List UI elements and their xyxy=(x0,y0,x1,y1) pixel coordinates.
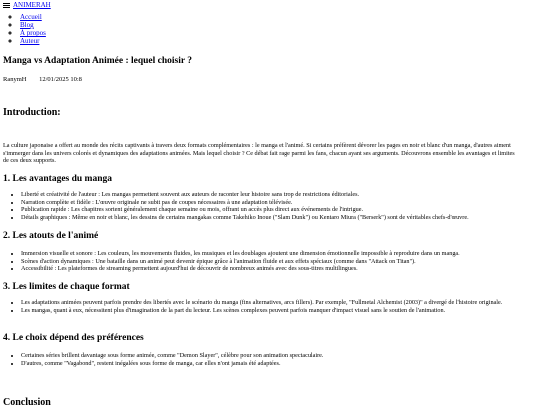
nav-link-blog[interactable]: Blog xyxy=(20,21,34,29)
list-item: • Immersion visuelle et sonore : Les couleurs, les mouvements fluides, les musiques et les doublages ajoutent une dimension émotionnelle impossible à reproduire dans un manga. xyxy=(21,250,521,258)
list-item: • Narration complète et fidèle : L'œuvre originale ne subit pas de coupes nécessaires à une adaptation télévisée. xyxy=(21,199,521,207)
main-nav xyxy=(3,13,46,45)
section-list-2 xyxy=(3,250,521,273)
nav-item-a-propos xyxy=(20,29,46,37)
list-item: • Certaines séries brillent davantage sous forme animée, comme "Demon Slayer", célèbre pour son animation spectaculaire. xyxy=(21,352,521,360)
article-meta xyxy=(3,76,93,83)
list-item: • Les mangas, quant à eux, nécessitent plus d'imagination de la part du lecteur. Les scènes complexes peuvent parfois manquer d'impact visuel sans le soutien de l'animation. xyxy=(21,307,521,315)
section-heading-2: 2. Les atouts de l'animé xyxy=(3,231,99,241)
section-list-1 xyxy=(3,191,521,221)
article-date: 12/01/2025 10:8 xyxy=(39,76,82,83)
list-item: • Détails graphiques : Même en noir et blanc, les dessins de certains mangakas comme Takehiko Inoue ("Slam Dunk") ou Kentaro Miura ("Berserk") sont de véritables chefs-d'œuvre. xyxy=(21,214,521,222)
nav-item-accueil xyxy=(20,13,46,21)
article-title: Manga vs Adaptation Animée : lequel choisir ? xyxy=(3,56,193,66)
menu-icon[interactable] xyxy=(3,3,10,8)
nav-link-auteur[interactable]: Auteur xyxy=(20,37,40,45)
list-item: • Les adaptations animées peuvent parfois prendre des libertés avec le scénario du manga (fins alternatives, arcs fillers). Par exemple, "Fullmetal Alchemist (2003)" a divergé de l'histoire originale. xyxy=(21,299,521,307)
nav-item-blog xyxy=(20,21,46,29)
nav-item-auteur xyxy=(20,37,46,45)
list-item: • Scènes d'action dynamiques : Une bataille dans un animé peut devenir épique grâce à l'animation fluide et aux effets spéciaux (comme dans "Attack on Titan"). xyxy=(21,258,521,266)
nav-link-a-propos[interactable]: À propos xyxy=(20,29,46,37)
intro-heading: Introduction: xyxy=(3,107,61,118)
list-item: • D'autres, comme "Vagabond", restent inégalées sous forme de manga, car elles n'ont jamais été adaptées. xyxy=(21,360,521,368)
list-item: • Liberté et créativité de l'auteur : Les mangas permettent souvent aux auteurs de raconter leur histoire sans trop de restrictions éditoriales. xyxy=(21,191,521,199)
conclusion-heading: Conclusion xyxy=(3,397,51,408)
section-heading-1: 1. Les avantages du manga xyxy=(3,174,112,184)
section-list-3 xyxy=(3,299,521,314)
list-item: • Publication rapide : Les chapitres sortent généralement chaque semaine ou mois, offrant un accès plus direct aux événements de l'intrigue. xyxy=(21,206,521,214)
site-logo-link[interactable]: ANIMERAH xyxy=(13,1,51,9)
site-header xyxy=(3,1,51,9)
list-item: • Accessibilité : Les plateformes de streaming permettent aujourd'hui de découvrir de nombreux animés avec des sous-titres multilingues. xyxy=(21,265,521,273)
intro-paragraph: La culture japonaise a offert au monde des récits captivants à travers deux formats complémentaires : le manga et l'animé. Si certains préfèrent dévorer les pages en noir et blanc d'un manga, d'autres aiment s'immerger dans les univers colorés et dynamiques des adaptations animées. Mais lequel choisir ? Ce débat fait rage parmi les fans, chacun ayant ses arguments. Découvrons ensemble les avantages et limites de ces deux supports. xyxy=(3,142,515,164)
section-heading-3: 3. Les limites de chaque format xyxy=(3,282,130,292)
section-list-4 xyxy=(3,352,521,367)
nav-link-accueil[interactable]: Accueil xyxy=(20,13,42,21)
article-author: RanymH xyxy=(3,76,27,83)
section-heading-4: 4. Le choix dépend des préférences xyxy=(3,333,144,343)
